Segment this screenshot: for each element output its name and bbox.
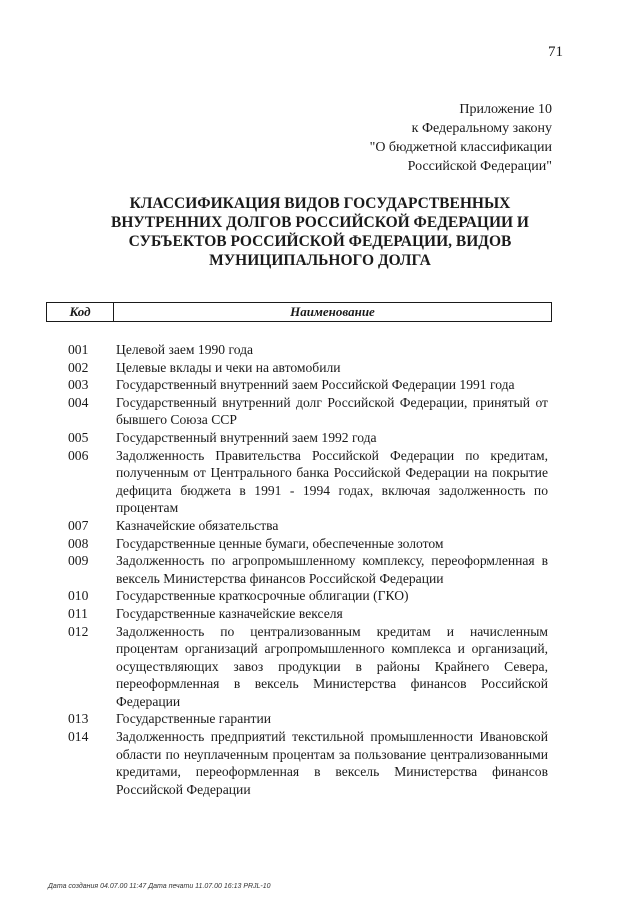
row-code: 012 xyxy=(68,623,89,639)
row-name: Государственный внутренний заем 1992 года xyxy=(116,429,377,445)
table-row xyxy=(68,605,548,623)
table-header xyxy=(46,302,552,322)
appendix-note xyxy=(320,100,552,176)
row-code: 014 xyxy=(68,729,89,745)
table-row xyxy=(68,394,548,429)
table-row xyxy=(68,447,548,517)
appendix-line-1: Приложение 10 xyxy=(459,102,552,117)
row-name: Государственные казначейские векселя xyxy=(116,605,343,621)
classification-list xyxy=(68,341,548,798)
row-name: Государственные гарантии xyxy=(116,711,272,727)
row-code: 009 xyxy=(68,553,89,569)
row-code: 007 xyxy=(68,517,89,533)
table-row xyxy=(68,552,548,587)
title-line-3: СУБЪЕКТОВ РОССИЙСКОЙ ФЕДЕРАЦИИ, ВИДОВ xyxy=(128,233,512,250)
page-number: 71 xyxy=(548,44,563,60)
row-name: Казначейские обязательства xyxy=(116,517,279,533)
table-row xyxy=(68,517,548,535)
appendix-line-3: "О бюджетной классификации xyxy=(369,140,552,155)
table-row xyxy=(68,429,548,447)
footer-print-info: Дата создания 04.07.00 11:47 Дата печати 11.07.00 16:13 PRJL-10 xyxy=(48,883,271,890)
appendix-line-2: к Федеральному закону xyxy=(411,121,552,136)
table-row xyxy=(68,376,548,394)
title-line-2: ВНУТРЕННИХ ДОЛГОВ РОССИЙСКОЙ ФЕДЕРАЦИИ И xyxy=(111,214,529,231)
row-code: 005 xyxy=(68,429,89,445)
row-code: 013 xyxy=(68,711,89,727)
row-code: 001 xyxy=(68,342,89,357)
row-code: 004 xyxy=(68,394,89,410)
row-name: Задолженность по централизованным кредитам и начисленным процентам организаций агропромышленного комплекса и организаций, осуществляющих завоз продукции в районы Крайнего Севера, переоформленная в вексель Министерства финансов Российской Федерации xyxy=(116,623,548,709)
row-code: 008 xyxy=(68,535,89,551)
table-row xyxy=(68,728,548,798)
row-code: 010 xyxy=(68,588,89,604)
table-row xyxy=(68,341,548,359)
row-code: 002 xyxy=(68,359,89,375)
row-name: Задолженность предприятий текстильной промышленности Ивановской области по неуплаченным процентам за пользование централизованными кредитами, переоформленная в вексель Министерства финансов Российской Федерации xyxy=(116,729,548,797)
row-code: 006 xyxy=(68,447,89,463)
table-row xyxy=(68,710,548,728)
table-row xyxy=(68,623,548,711)
table-row xyxy=(68,587,548,605)
row-name: Задолженность по агропромышленному комплексу, переоформленная в вексель Министерства финансов Российской Федерации xyxy=(116,553,548,586)
row-name: Государственные краткосрочные облигации (ГКО) xyxy=(116,588,409,604)
header-code: Код xyxy=(47,303,114,321)
row-name: Целевой заем 1990 года xyxy=(116,342,254,357)
title-line-4: МУНИЦИПАЛЬНОГО ДОЛГА xyxy=(209,252,431,269)
header-name: Наименование xyxy=(290,304,375,319)
title-line-1: КЛАССИФИКАЦИЯ ВИДОВ ГОСУДАРСТВЕННЫХ xyxy=(129,195,511,212)
table-row xyxy=(68,535,548,553)
row-name: Государственный внутренний заем Российской Федерации 1991 года xyxy=(116,377,515,393)
row-name: Государственные ценные бумаги, обеспеченные золотом xyxy=(116,535,444,551)
row-name: Государственный внутренний долг Российской Федерации, принятый от бывшего Союза ССР xyxy=(116,394,548,428)
appendix-line-4: Российской Федерации" xyxy=(407,159,552,174)
row-name: Целевые вклады и чеки на автомобили xyxy=(116,359,341,375)
row-name: Задолженность Правительства Российской Федерации по кредитам, полученным от Центрального банка Российской Федерации на покрытие дефицита бюджета в 1991 - 1994 годах, включая задолженность по процентам xyxy=(116,447,548,516)
table-row xyxy=(68,359,548,377)
row-code: 011 xyxy=(68,605,88,621)
row-code: 003 xyxy=(68,377,89,393)
document-title xyxy=(60,194,580,270)
